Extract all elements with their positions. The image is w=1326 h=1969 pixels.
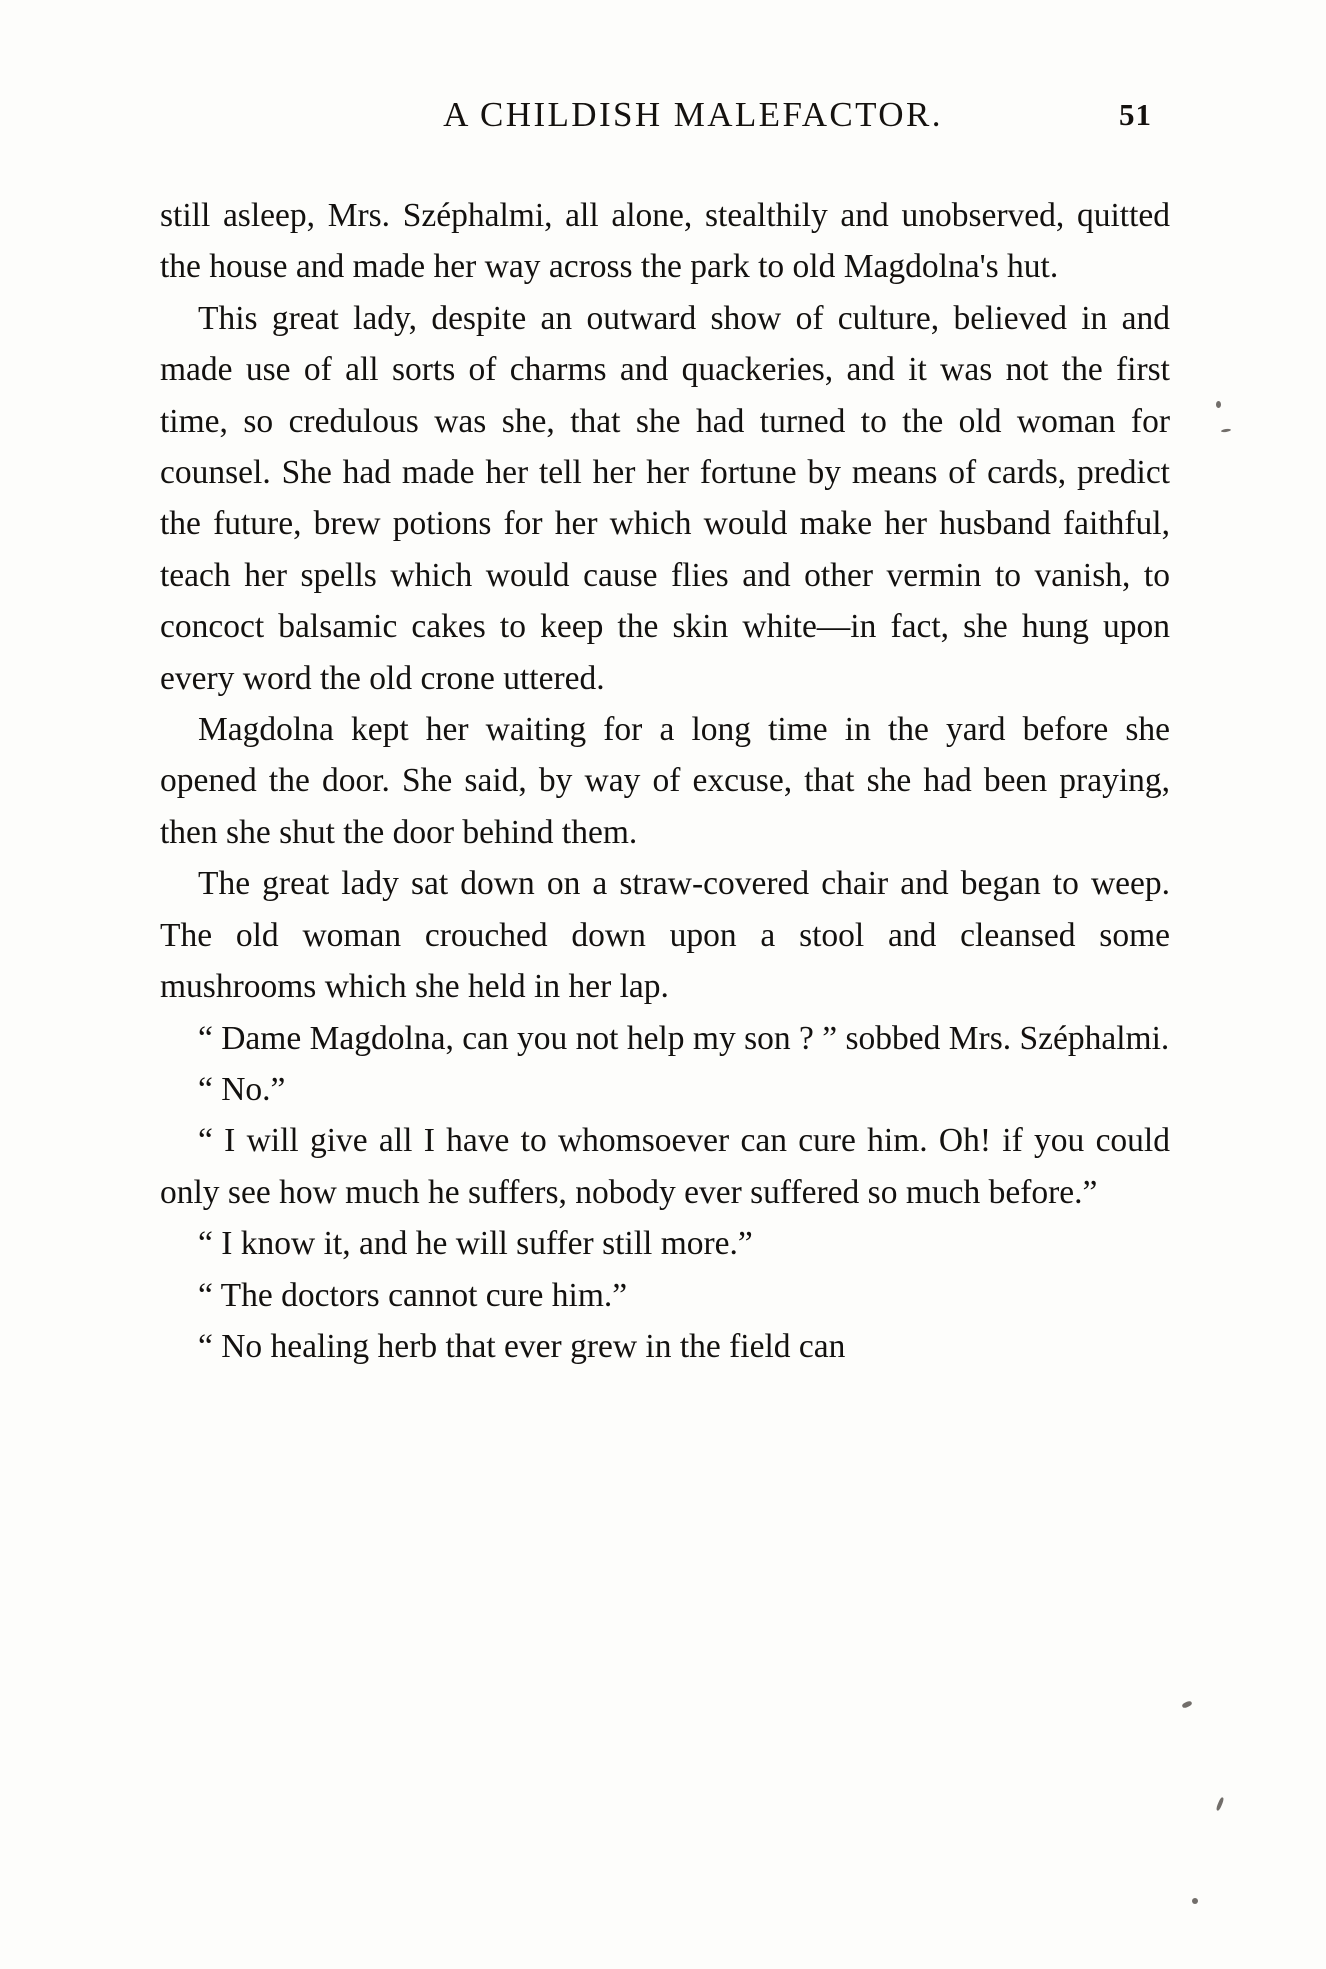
- paragraph: “ I know it, and he will suffer still more.”: [198, 1225, 753, 1263]
- paragraph: still asleep, Mrs. Széphalmi, all alone, stealthily and unobserved, quitted the house and made her way across the park to old Magdolna's hut.: [160, 197, 1170, 286]
- scan-speck: [1181, 1700, 1192, 1709]
- paragraph: “ I will give all I have to whomsoever can cure him. Oh! if you could only see how much he suffers, nobody ever suffered so much before.”: [160, 1122, 1170, 1211]
- page-number: 51: [1119, 97, 1152, 132]
- page-header: [160, 95, 1170, 135]
- scan-speck: [1216, 401, 1221, 408]
- scan-speck: [1221, 428, 1231, 432]
- page-body: [160, 190, 1170, 1372]
- paragraph: This great lady, despite an outward show of culture, believed in and made use of all sorts of charms and quackeries, and it was not the first time, so credulous was she, that she had turned to the old woman for counsel. She had made her tell her her fortune by means of cards, predict the future, brew potions for her which would make her husband faithful, teach her spells which would cause flies and other vermin to vanish, to concoct balsamic cakes to keep the skin white—in fact, she hung upon every word the old crone uttered.: [160, 299, 1170, 697]
- paragraph: “ Dame Magdolna, can you not help my son ? ” sobbed Mrs. Széphalmi.: [198, 1019, 1170, 1057]
- running-head: A CHILDISH MALEFACTOR.: [443, 95, 943, 134]
- paragraph: “ No healing herb that ever grew in the field can: [198, 1327, 846, 1365]
- scan-speck: [1192, 1898, 1198, 1904]
- scan-speck: [1216, 1797, 1225, 1811]
- paragraph: “ The doctors cannot cure him.”: [198, 1276, 628, 1314]
- paragraph: The great lady sat down on a straw-covered chair and began to weep. The old woman crouched down upon a stool and cleansed some mushrooms which she held in her lap.: [160, 865, 1170, 1006]
- paragraph: Magdolna kept her waiting for a long time in the yard before she opened the door. She said, by way of excuse, that she had been praying, then she shut the door behind them.: [160, 711, 1170, 851]
- paragraph: “ No.”: [198, 1070, 286, 1108]
